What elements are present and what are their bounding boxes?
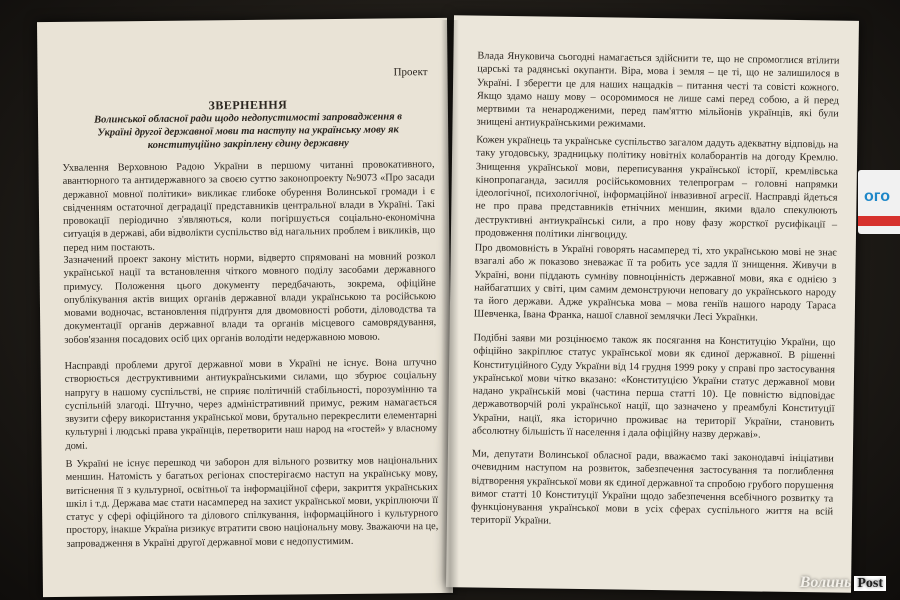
paragraph: Ми, депутати Волинської обласної ради, вважаємо такі законодавчі ініціативи очевидним наступом на розвиток, забезпечення застосування та поглиблення відтворення української мови як єдиної державної та спробою грубого порушення вимог статті 10 Конституції України щодо забезпечення всебічного розвитку та функціонування української мови в усіх сферах суспільного життя на всій території України.: [470, 448, 834, 528]
document-subtitle: Волинської обласної ради щодо недопустимості запровадження в Україні другої державної мови та наступу на українську мову як конституційно закріплену єдину державну: [94, 111, 402, 152]
paragraph: Зазначений проект закону містить норми, відверто спрямовані на мовний розкол української нації та встановлення чіткого мовного поділу засобами державного примусу. Положення цього документу передбачають, зокрема, офіційне опублікування актів вищих органів державної влади українською та російською мовами водночас, встановлення підґрунтя для двомовності роботи, діловодства та документації органів державної влади та органів місцевого самоврядування, зобов'язання посадових осіб цих органів володіти недержавною мовою.: [63, 251, 437, 346]
right-page: [446, 15, 859, 593]
paragraph: Подібні заяви ми розцінюємо також як посягання на Конституцію України, що офіційно закріплює статус української мови як єдиної державної. В рішенні Конституційного Суду України від 14 грудня 1999 року у справі про застосування української мови чітко вказано: «Конституцією України статус державної мови надано українській мові (частина перша статті 10). Це повністю відповідає державотворчій ролі української нації, що зазначено у преамбулі Конституції України, нації, яка історично проживає на території України, становить абсолютну більшість її населення і дала офіційну назву державі».: [472, 332, 836, 441]
paragraph: В Україні не існує перешкод чи заборон для вільного розвитку мов національних меншин. Натомість у багатьох регіонах спостерігаємо наступ на українську мову, витіснення її з культурної, освітньої та інформаційної сфери, закриття українських шкіл і т.д. Держава має стати насамперед на захист української мови, укріплюючи її статус у сфері офіційного та ділового спілкування, інформаційного і культурного простору, інакше Україна ризикує втратити свою національну мову. Зважаючи на це, запровадження в Україні другої державної мови є недопустимим.: [65, 454, 439, 550]
draft-label: Проект: [393, 66, 428, 79]
side-banner-stripe: [858, 216, 900, 226]
paragraph: Насправді проблеми другої державної мови в Україні не існує. Вона штучно створюється деструктивними антиукраїнськими силами, що збурює соціальну напругу в нашому суспільстві, не сприяє політичній стабільності, порозумінню та суспільній злагоді. Штучно, через адміністративний примус, режим намагається звузити сферу використання української мови, брутально перекреслити елементарні культурні і людські права українців, перетворити наш народ на «гостей» у власному домі.: [64, 356, 438, 452]
paragraph: Влада Януковича сьогодні намагається здійснити те, що не спромоглися втілити царські та радянські окупанти. Віра, мова і земля – це ті, що не залишилося в Україні. І зберегти це для наших нащадків – питання честі та совісті кожного. Якщо здамо нашу мову – осоромимося не лише самі перед собою, а й перед мертвими та ненародженими, перед пам'яттю мільйонів українців, які були знищені антиукраїнськими режимами.: [476, 50, 840, 131]
document-title: ЗВЕРНЕННЯ: [208, 97, 288, 113]
side-banner-text: ого: [864, 188, 890, 205]
watermark-main: Волинь: [799, 574, 852, 591]
site-watermark: [800, 574, 886, 592]
watermark-post: Post: [854, 576, 886, 591]
left-page: [37, 18, 453, 597]
paragraph: Ухвалення Верховною Радою України в першому читанні провокативного, авантюрного та антидержавного за своєю суттю законопроекту №9073 «Про засади державної мовної політики» викликає глибоке обурення Волинської громади і є свідченням остаточної деградації представників центральної влади в Україні. Такі провокації періодично з'являються, коли погіршується соціально-економічна ситуація в державі, аби відволікти суспільство від нагальних проблем і викликів, що перед ним постають.: [62, 159, 436, 254]
paragraph: Кожен українець та українське суспільство загалом дадуть адекватну відповідь на таку угодовську, зрадницьку політику новітніх колаборантів на догоду Кремлю. Знищення української мови, переписування української історії, кремлівська кінопропаганда, засилля російськомовних телепрограм – головні напрямки ідеологічної, психологічної, інформаційної інвазивної агресії. Насправді йдеться не про права представників етнічних меншин, якими вдало спекулюють деструктивні антиукраїнські сили, а про нову фазу жорсткої русифікації – продовження політики лінгвоциду.: [474, 134, 839, 241]
paragraph: Про двомовність в Україні говорять насамперед ті, хто українською мові не знає взагалі або ж показово зневажає її та робить усе задля її знищення. Живучи в Україні, вони піддають сумніву повноцінність державної мови, яка є однією з найбагатших у світі, цим самим демонструючи неповагу до українського народу та його держави. Адже українська мова – мова геніїв нашого народу Тараса Шевченка, Івана Франка, нашої славної землячки Лесі Українки.: [473, 242, 837, 324]
side-banner: [858, 170, 900, 234]
